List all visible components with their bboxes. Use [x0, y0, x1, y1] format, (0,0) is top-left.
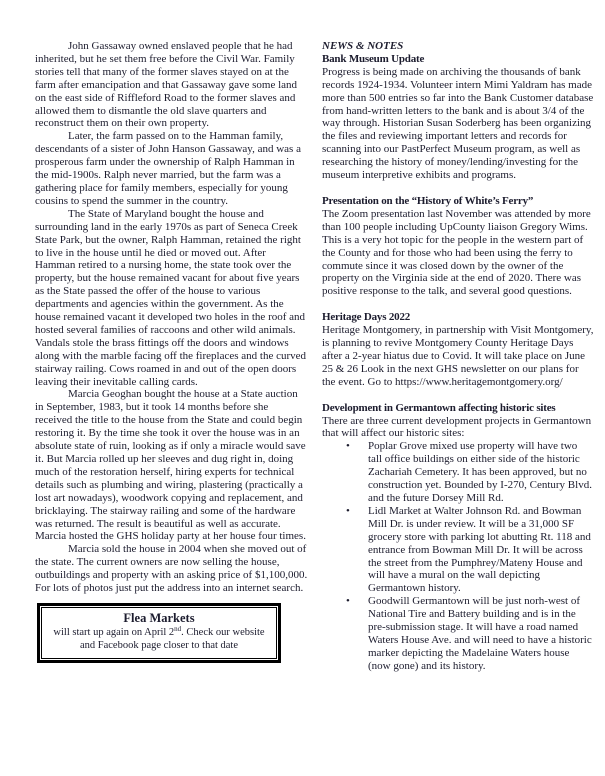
- body-paragraph-hamman: Later, the farm passed on to the Hamman family, descendants of a sister of John Hanson Gassaway, and was a prosperous farm under the ownership of Ralph Hamman in the mid-1900s. Ralph never married, but the farm was a gathering place for family members, especially for young cousins to spend the summer in the country.: [35, 130, 301, 207]
- flea-text-line2: and Facebook page closer to that date: [79, 639, 239, 651]
- flea-text-ordinal-suffix: nd: [174, 624, 182, 633]
- bullet-item-goodwill: [322, 595, 594, 672]
- flea-markets-text: [46, 626, 272, 652]
- development-intro: There are three current development projects in Germantown that will affect our historic sites:: [322, 414, 592, 440]
- whites-ferry-heading: Presentation on the “History of White’s Ferry”: [322, 194, 534, 207]
- bullet-text: Lidl Market at Walter Johnson Rd. and Bowman Mill Dr. is under review. It will be a 31,000 SF grocery store with parking lot abutting Rt. 118 and entrance from Bowman Mill Dr. It will be across the street from the Pumphrey/Mateny House and will have a mural on the wall depicting Germantown history.: [368, 504, 591, 595]
- heritage-days-body: [322, 324, 594, 389]
- news-section-heritage-days: [322, 311, 594, 388]
- body-paragraph-gassaway: John Gassaway owned enslaved people that he had inherited, but he set them free before the Civil War. Family stories tell that many of the former slaves stayed on at the farm after emancipation and that Gassaway gave some land on the east side of Riffleford Road to the former slaves and allowed them to dismantle the old slave quarters and reconstruct them on their own property.: [35, 40, 298, 130]
- bullet-text: Poplar Grove mixed use property will have two tall office buildings on either side of the historic Zachariah Cemetery. It has been approved, but no construction yet. Bounded by I-270, Century Blvd. and the future Dorsey Mill Rd.: [368, 440, 592, 504]
- news-and-notes-title: NEWS & NOTES: [322, 40, 404, 52]
- flea-markets-box: [37, 603, 281, 663]
- bullet-item-poplar-grove: [322, 440, 594, 505]
- bullet-text: Goodwill Germantown will be just norh-west of National Tire and Battery building and is in the pre-submission stage. It will have a road named Waters House Ave. and will need to have a historic marker depicting the Madelaine Waters house (now gone) and its history.: [368, 595, 592, 672]
- flea-markets-box-inner: [41, 607, 277, 659]
- flea-text-line1-pre: will start up again on April 2: [53, 626, 175, 638]
- body-paragraph-state-of-maryland: The State of Maryland bought the house and surrounding land in the early 1970s as part of Seneca Creek State Park, but the owner, Ralph Hamman, retained the right to live in the house until he died or moved out. After Hamman retired to a nursing home, the state took over the property, but the house remained vacant for about five years as the State passed the offer of the house to various departments and agencies within the government. As the house remained vacant it developed two holes in the roof and hosted several families of raccoons and other wild animals. Vandals stole the brass fittings off the doors and windows along with the marble facing off the fireplaces and the curved stairway railing. Cows roamed in and out of the open doors leaving their inevitable calling cards.: [35, 207, 307, 388]
- bullet-item-lidl-market: [322, 505, 594, 595]
- news-section-whites-ferry: [322, 195, 594, 298]
- news-section-bank-museum: [322, 53, 594, 182]
- news-section-development: [322, 402, 594, 673]
- whites-ferry-body: The Zoom presentation last November was attended by more than 100 people including UpCounty liaison Gregory Wims. This is a very hot topic for the people in the western part of the County and for those who had been using the ferry to commute since it was closed down by the owner of the property on the Virginia side at the end of 2020. There was positive response to the talk, and several good questions.: [322, 207, 591, 298]
- bank-museum-body: Progress is being made on archiving the thousands of bank records 1924-1934. Volunteer intern Mimi Yaldram has made more than 500 entries so far into the Bank Customer database from hand-written letters to the bank and is about 3/4 of the way through. Historian Susan Soderberg has been organizing the files and reviewing important letters and records for scanning into our PastPerfect Museum program, as well as researching the history of money/lending/investing for the museum interpretive exhibits and programs.: [322, 65, 594, 182]
- left-column: [35, 40, 308, 776]
- heritage-website-url: https://www.heritagemontgomery.org/: [395, 375, 563, 388]
- development-bullet-list: [322, 440, 594, 672]
- right-column: [322, 40, 594, 776]
- development-heading: Development in Germantown affecting historic sites: [322, 401, 556, 414]
- bullet-icon: •: [346, 440, 350, 453]
- heritage-days-text: Heritage Montgomery, in partnership with Visit Montgomery, is planning to revive Montgomery County Heritage Days after a 2-year hiatus due to Covid. It will take place on June 25 & 26 Look in the next GHS newsletter on our plans for the event. Go to: [322, 324, 594, 388]
- heritage-days-heading: Heritage Days 2022: [322, 311, 411, 324]
- flea-text-line1-post: . Check our website: [181, 626, 265, 638]
- body-paragraph-marcia-geoghan: Marcia Geoghan bought the house at a State auction in September, 1983, but it took 14 months before she received the title to the house from the State and could begin restoring it. By the time she took it over the house was in an absolute state of ruin, looking as if only a miracle would save it. But Marcia rolled up her sleeves and dug right in, doing much of the restoration herself, hiring experts for technical details such as plumbing and wiring, plastering (practically a lost art nowadays), woodwork copying and replacement, and bricklaying. The stairway railing and some of the hardware was returned. The result is beautiful as well as accurate. Marcia hosted the GHS holiday party at her house four times.: [35, 388, 306, 543]
- flea-markets-title: Flea Markets: [123, 610, 195, 625]
- bullet-icon: •: [346, 504, 350, 517]
- body-paragraph-house-sale: Marcia sold the house in 2004 when she moved out of the state. The current owners are now selling the house, outbuildings and property with an asking price of $1,100,000. For lots of photos just put the address into an internet search.: [35, 543, 308, 595]
- bank-museum-heading: Bank Museum Update: [322, 52, 425, 65]
- bullet-icon: •: [346, 595, 350, 608]
